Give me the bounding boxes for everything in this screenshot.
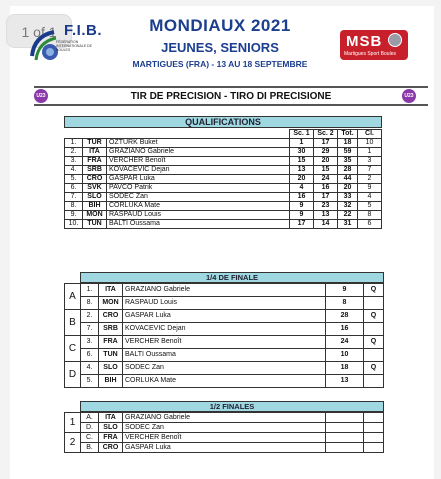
total-score: 59 (338, 148, 358, 157)
player-name: GRAZIANO Gabriele (123, 284, 326, 297)
score-1: 1 (290, 139, 314, 148)
total-score: 44 (338, 175, 358, 184)
player-name: SODEC Zan (107, 193, 290, 202)
table-row (65, 284, 384, 297)
org-subtitle: FÉDÉRATION INTERNATIONALE DE BOULES (56, 40, 92, 52)
match-score: 16 (326, 323, 364, 336)
rank-number: 8. (65, 202, 83, 211)
rank-number: 3. (65, 157, 83, 166)
u23-badge-right: U23 (402, 89, 416, 103)
score-1: 15 (290, 157, 314, 166)
classification: 10 (358, 139, 382, 148)
score-1: 30 (290, 148, 314, 157)
nation-code: CRO (99, 310, 123, 323)
qualified-mark (364, 323, 384, 336)
player-name: BALTI Oussama (107, 220, 290, 229)
player-name: VERCHER Benoît (123, 336, 326, 349)
table-row (65, 139, 382, 148)
player-name: VERCHER Benoît (107, 157, 290, 166)
seed-number: 8. (81, 297, 99, 310)
table-row (65, 375, 384, 388)
table-row (65, 349, 384, 362)
score-1: 16 (290, 193, 314, 202)
classification: 8 (358, 211, 382, 220)
match-score: 10 (326, 349, 364, 362)
player-name: GASPAR Luka (107, 175, 290, 184)
boule-icon (388, 33, 402, 47)
nation-code: ITA (99, 284, 123, 297)
rank-number: 1. (65, 139, 83, 148)
player-name: SODEC Zan (123, 362, 326, 375)
seed-number: C. (81, 433, 99, 443)
semi-final-table (64, 412, 384, 453)
qualifications-table (64, 129, 382, 229)
total-score: 32 (338, 202, 358, 211)
nation-code: ITA (83, 148, 107, 157)
score-2: 17 (314, 139, 338, 148)
seed-number: A. (81, 413, 99, 423)
player-name: KOVACEVIC Dejan (107, 166, 290, 175)
nation-code: BIH (99, 375, 123, 388)
org-name: F.I.B. (64, 22, 103, 39)
seed-number: 6. (81, 349, 99, 362)
player-name: BALTI Oussama (123, 349, 326, 362)
player-name: KOVACEVIC Dejan (123, 323, 326, 336)
score-1: 20 (290, 175, 314, 184)
table-row (65, 443, 384, 453)
score-cell (326, 413, 364, 423)
quarter-final-title: 1/4 DE FINALE (80, 272, 384, 283)
semi-final-title: 1/2 FINALES (80, 401, 384, 412)
seed-number: 1. (81, 284, 99, 297)
table-row (65, 148, 382, 157)
seed-number: 4. (81, 362, 99, 375)
group-label: 2 (65, 433, 81, 453)
total-score: 35 (338, 157, 358, 166)
rank-number: 2. (65, 148, 83, 157)
score-2: 20 (314, 157, 338, 166)
column-header-tot: Tot. (338, 130, 358, 139)
classification: 4 (358, 193, 382, 202)
score-1: 17 (290, 220, 314, 229)
column-header-s2: Sc. 2 (314, 130, 338, 139)
total-score: 33 (338, 193, 358, 202)
table-row (65, 175, 382, 184)
table-row (65, 336, 384, 349)
table-row (65, 211, 382, 220)
qualified-mark: Q (364, 362, 384, 375)
rank-number: 5. (65, 175, 83, 184)
table-row (65, 220, 382, 229)
qualified-mark (364, 433, 384, 443)
classification: 9 (358, 184, 382, 193)
player-name: GRAZIANO Gabriele (107, 148, 290, 157)
score-2: 23 (314, 202, 338, 211)
group-label: A (65, 284, 81, 310)
player-name: CORLUKA Mate (123, 375, 326, 388)
total-score: 20 (338, 184, 358, 193)
nation-code: SRB (83, 166, 107, 175)
rank-number: 4. (65, 166, 83, 175)
player-name: RASPAUD Louis (107, 211, 290, 220)
nation-code: SVK (83, 184, 107, 193)
sponsor-name: MSB (346, 33, 383, 50)
qualifications-header-row (65, 130, 382, 139)
rank-number: 9. (65, 211, 83, 220)
u23-badge-left: U23 (34, 89, 48, 103)
qualified-mark (364, 297, 384, 310)
match-score: 28 (326, 310, 364, 323)
classification: 1 (358, 148, 382, 157)
seed-number: 2. (81, 310, 99, 323)
table-row (65, 193, 382, 202)
seed-number: 3. (81, 336, 99, 349)
player-name: PAVCO Patrik (107, 184, 290, 193)
nation-code: ITA (99, 413, 123, 423)
match-score: 24 (326, 336, 364, 349)
score-2: 24 (314, 175, 338, 184)
table-row (65, 297, 384, 310)
score-1: 9 (290, 202, 314, 211)
score-2: 13 (314, 211, 338, 220)
score-1: 4 (290, 184, 314, 193)
page-indicator[interactable]: 1 of 1 (6, 14, 72, 48)
table-row (65, 310, 384, 323)
score-2: 17 (314, 193, 338, 202)
table-row (65, 323, 384, 336)
classification: 7 (358, 166, 382, 175)
group-label: D (65, 362, 81, 388)
match-score: 18 (326, 362, 364, 375)
player-name: GASPAR Luka (123, 310, 326, 323)
nation-code: CRO (99, 443, 123, 453)
player-name: GASPAR Luka (123, 443, 326, 453)
header-spacer (65, 130, 290, 139)
nation-code: SLO (99, 423, 123, 433)
qualified-mark (364, 413, 384, 423)
qualified-mark (364, 375, 384, 388)
classification: 3 (358, 157, 382, 166)
score-2: 14 (314, 220, 338, 229)
player-name: OZTURK Buket (107, 139, 290, 148)
score-cell (326, 443, 364, 453)
player-name: VERCHER Benoît (123, 433, 326, 443)
table-row (65, 184, 382, 193)
seed-number: 5. (81, 375, 99, 388)
page-header (120, 16, 320, 69)
seed-number: D. (81, 423, 99, 433)
rank-number: 7. (65, 193, 83, 202)
table-row (65, 202, 382, 211)
table-row (65, 423, 384, 433)
column-header-cl: Cl. (358, 130, 382, 139)
nation-code: FRA (83, 157, 107, 166)
qualified-mark: Q (364, 284, 384, 297)
score-2: 29 (314, 148, 338, 157)
classification: 5 (358, 202, 382, 211)
table-row (65, 433, 384, 443)
player-name: SODEC Zan (123, 423, 326, 433)
nation-code: TUR (83, 139, 107, 148)
table-row (65, 362, 384, 375)
score-cell (326, 423, 364, 433)
event-title: TIR DE PRECISION - TIRO DI PRECISIONE (130, 91, 332, 102)
score-2: 15 (314, 166, 338, 175)
qualifications-title: QUALIFICATIONS (64, 116, 382, 128)
total-score: 18 (338, 139, 358, 148)
nation-code: BIH (83, 202, 107, 211)
table-row (65, 166, 382, 175)
sponsor-logo (340, 30, 408, 60)
quarter-final-table (64, 283, 384, 388)
qualified-mark (364, 349, 384, 362)
seed-number: B. (81, 443, 99, 453)
event-band (34, 86, 428, 106)
match-score: 13 (326, 375, 364, 388)
nation-code: TUN (99, 349, 123, 362)
page-title: MONDIAUX 2021 (149, 16, 291, 35)
nation-code: FRA (99, 433, 123, 443)
nation-code: SRB (99, 323, 123, 336)
nation-code: CRO (83, 175, 107, 184)
table-row (65, 157, 382, 166)
player-name: GRAZIANO Gabriele (123, 413, 326, 423)
match-score: 9 (326, 284, 364, 297)
score-1: 9 (290, 211, 314, 220)
seed-number: 7. (81, 323, 99, 336)
event-place-dates: MARTIGUES (FRA) - 13 AU 18 SEPTEMBRE (132, 59, 308, 69)
score-1: 13 (290, 166, 314, 175)
rank-number: 6. (65, 184, 83, 193)
nation-code: TUN (83, 220, 107, 229)
column-header-s1: Sc. 1 (290, 130, 314, 139)
qualified-mark (364, 423, 384, 433)
match-score: 8 (326, 297, 364, 310)
score-cell (326, 433, 364, 443)
classification: 2 (358, 175, 382, 184)
qualified-mark: Q (364, 310, 384, 323)
player-name: RASPAUD Louis (123, 297, 326, 310)
group-label: B (65, 310, 81, 336)
table-row (65, 413, 384, 423)
group-label: C (65, 336, 81, 362)
total-score: 31 (338, 220, 358, 229)
score-2: 16 (314, 184, 338, 193)
nation-code: MON (83, 211, 107, 220)
total-score: 22 (338, 211, 358, 220)
classification: 6 (358, 220, 382, 229)
qualified-mark (364, 443, 384, 453)
qualified-mark: Q (364, 336, 384, 349)
nation-code: MON (99, 297, 123, 310)
player-name: CORLUKA Mate (107, 202, 290, 211)
nation-code: SLO (83, 193, 107, 202)
total-score: 28 (338, 166, 358, 175)
rank-number: 10. (65, 220, 83, 229)
page-subtitle: JEUNES, SENIORS (161, 40, 279, 55)
group-label: 1 (65, 413, 81, 433)
nation-code: FRA (99, 336, 123, 349)
sponsor-subtitle: Martigues Sport Boules (344, 51, 396, 57)
nation-code: SLO (99, 362, 123, 375)
